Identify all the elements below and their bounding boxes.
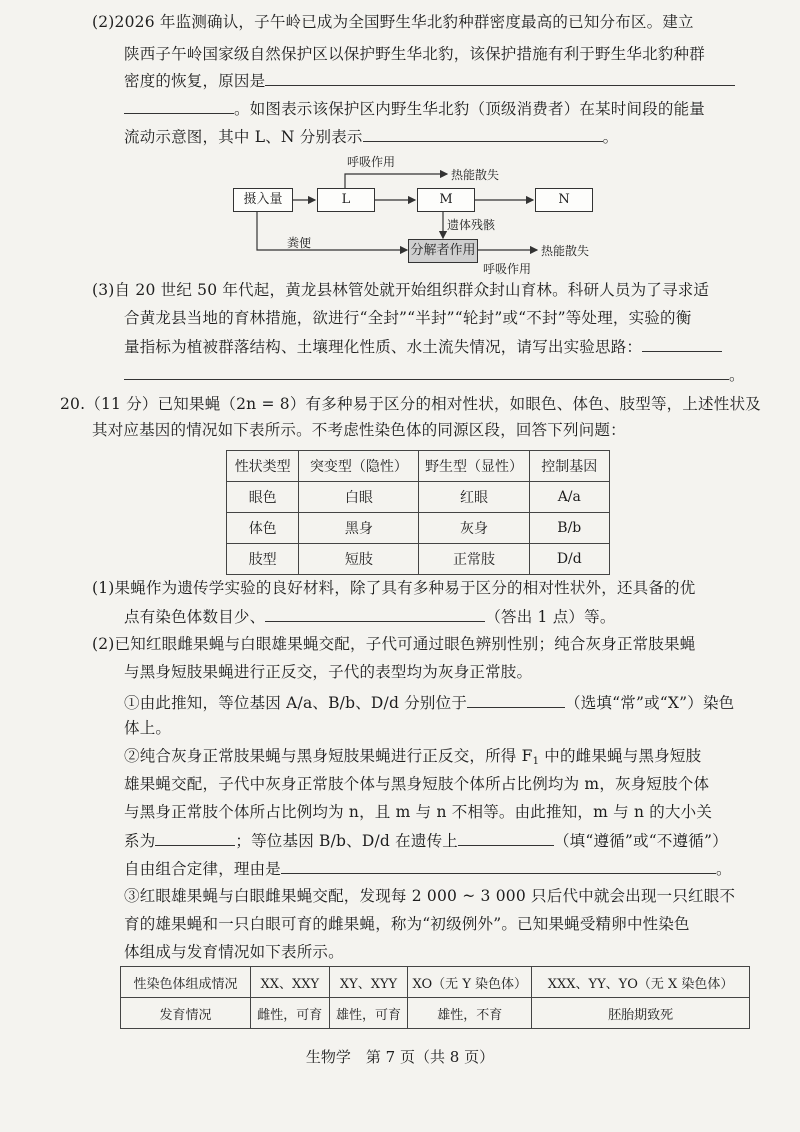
intake-box: 摄入量 (233, 188, 293, 212)
respiration-top-label: 呼吸作用 (347, 155, 396, 169)
q20-c1-line1: ①由此推知，等位基因 A/a、B/b、D/d 分别位于 （选填“常”或“X”）染色 (124, 694, 735, 712)
answer-blank[interactable] (124, 98, 234, 114)
page-footer: 生物学 第 7 页（共 8 页） (305, 1048, 495, 1066)
q20-1-line1: (1)果蝇作为遗传学实验的良好材料，除了具有多种易于区分的相对性状外，还具备的优 (92, 579, 696, 597)
q20-2-line2: 与黑身短肢果蝇进行正反交，子代的表型均为灰身正常肢。 (124, 663, 533, 681)
answer-blank[interactable] (642, 336, 722, 352)
table-row: 性状类型 突变型（隐性） 野生型（显性） 控制基因 (227, 451, 610, 482)
answer-blank[interactable] (281, 858, 716, 874)
answer-blank[interactable] (458, 830, 554, 846)
q19-3-line1: (3)自 20 世纪 50 年代起，黄龙县林管处就开始组织群众封山育林。科研人员为了寻求适 (92, 281, 710, 299)
q20-c1-line2: 体上。 (124, 719, 172, 737)
table-row: 性染色体组成情况 XX、XXY XY、XYY XO（无 Y 染色体） XXX、YY、YO（无 X 染色体） (121, 967, 750, 998)
q20-c2-line5: 自由组合定律，理由是 。 (124, 860, 732, 878)
q20-c2-line3: 与黑身正常肢个体所占比例均为 n，且 m 与 n 不相等。由此推知，m 与 n 的大小关 (124, 803, 713, 821)
q20-line2: 其对应基因的情况如下表所示。不考虑性染色体的同源区段，回答下列问题： (92, 421, 626, 439)
q19-2-line1: (2)2026 年监测确认，子午岭已成为全国野生华北豹种群密度最高的已知分布区。建立 (92, 13, 694, 31)
M-box: M (417, 188, 475, 212)
decomposer-box: 分解者作用 (408, 239, 478, 263)
q19-3-line2: 合黄龙县当地的育林措施，欲进行“全封”“半封”“轮封”或“不封”等处理，实验的衡 (124, 309, 692, 327)
answer-blank[interactable] (124, 364, 729, 380)
answer-blank[interactable] (363, 126, 603, 142)
heat-bottom-label: 热能散失 (541, 244, 590, 258)
q20-line1: 20.（11 分）已知果蝇（2n = 8）有多种易于区分的相对性状，如眼色、体色、肢型等，上述性状及 (60, 395, 761, 413)
respiration-bottom-label: 呼吸作用 (483, 262, 532, 276)
answer-blank[interactable] (265, 70, 735, 86)
table-row: 肢型 短肢 正常肢 D/d (227, 544, 610, 575)
chromosome-table (120, 966, 750, 1029)
q19-2-line5: 流动示意图，其中 L、N 分别表示 。 (124, 128, 619, 146)
answer-blank[interactable] (155, 830, 235, 846)
q20-1-line2: 点有染色体数目少、 （答出 1 点）等。 (124, 608, 616, 626)
L-box: L (317, 188, 375, 212)
traits-table (226, 450, 610, 575)
q20-c2-line4: 系为 ；等位基因 B/b、D/d 在遗传上 （填“遵循”或“不遵循”） (124, 832, 728, 850)
remains-label: 遗体残骸 (447, 218, 496, 232)
table-row: 眼色 白眼 红眼 A/a (227, 482, 610, 513)
q20-c3-line1: ③红眼雄果蝇与白眼雌果蝇交配，发现每 2 000 ~ 3 000 只后代中就会出现一只红眼不 (124, 887, 736, 905)
q20-c2-line1: ②纯合灰身正常肢果蝇与黑身短肢果蝇进行正反交，所得 $F_1$ 中的雌果蝇与黑身短肢 (124, 747, 702, 767)
table-row: 发育情况 雌性，可育 雄性，可育 雄性，不育 胚胎期致死 (121, 998, 750, 1029)
q19-3-line4: 。 (124, 364, 745, 385)
q20-c2-line2: 雄果蝇交配，子代中灰身正常肢个体与黑身短肢个体所占比例均为 m，灰身短肢个体 (124, 775, 710, 793)
heat-top-label: 热能散失 (451, 168, 500, 182)
q20-c3-line3: 体组成与发育情况如下表所示。 (124, 943, 344, 961)
answer-blank[interactable] (265, 606, 485, 622)
q20-c3-line2: 育的雄果蝇和一只白眼可育的雌果蝇，称为“初级例外”。已知果蝇受精卵中性染色 (124, 915, 690, 933)
q20-2-line1: (2)已知红眼雌果蝇与白眼雄果蝇交配，子代可通过眼色辨别性别；纯合灰身正常肢果蝇 (92, 635, 696, 653)
q19-2-line4: 。如图表示该保护区内野生华北豹（顶级消费者）在某时间段的能量 (124, 98, 705, 119)
table-row: 体色 黑身 灰身 B/b (227, 513, 610, 544)
q19-2-line3: 密度的恢复，原因是 (124, 70, 735, 91)
feces-label: 粪便 (287, 236, 312, 250)
q19-2-line2: 陕西子午岭国家级自然保护区以保护野生华北豹，该保护措施有利于野生华北豹种群 (124, 45, 705, 63)
answer-blank[interactable] (467, 692, 565, 708)
energy-flow-diagram (215, 150, 615, 278)
q19-3-line3: 量指标为植被群落结构、土壤理化性质、水土流失情况，请写出实验思路： (124, 336, 722, 357)
N-box: N (535, 188, 593, 212)
